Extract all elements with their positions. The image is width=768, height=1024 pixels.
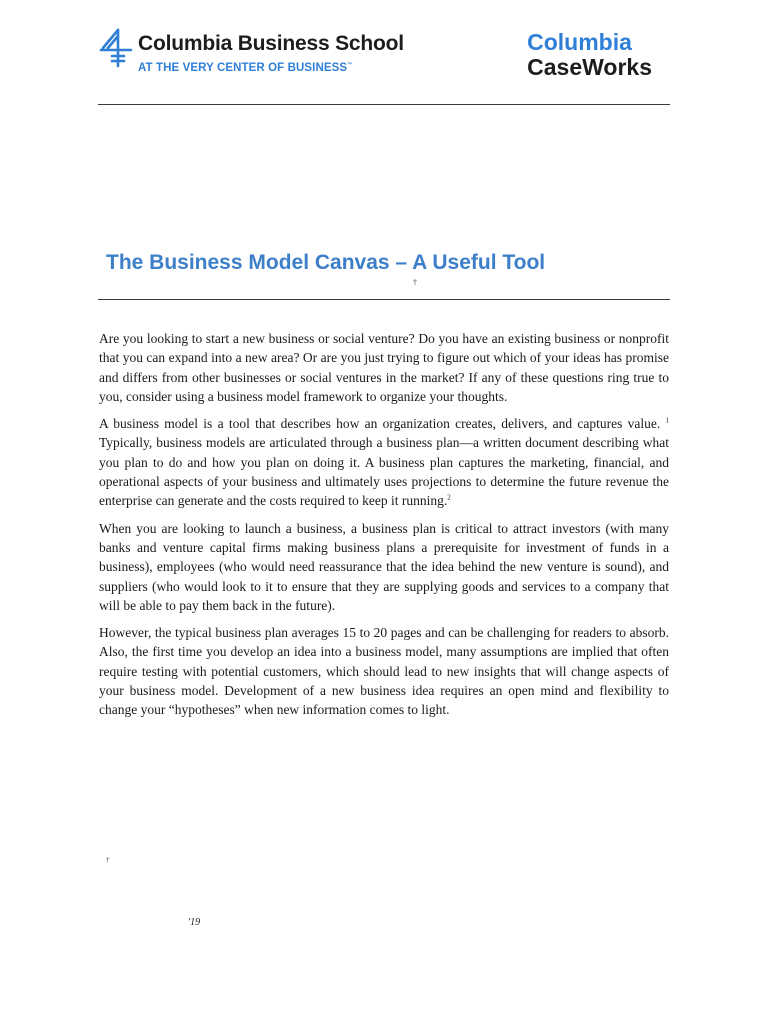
cbs-wordmark: Columbia Business School (138, 32, 404, 55)
paragraph-2-part-a: A business model is a tool that describes how an organization creates, delivers, and captures value. (99, 416, 661, 432)
columbia-caseworks-logo (527, 30, 652, 80)
document-body (99, 329, 669, 728)
title-divider (98, 299, 670, 300)
cbs-tagline-text: AT THE VERY CENTER OF BUSINESS (138, 62, 348, 74)
header-divider (98, 104, 670, 105)
title-footnote-mark: † (413, 278, 417, 287)
cbs-tagline (138, 62, 352, 74)
caseworks-line-caseworks: CaseWorks (527, 54, 652, 80)
trademark-symbol: ™ (347, 62, 353, 68)
page-header (98, 28, 670, 88)
paragraph-4: However, the typical business plan averages 15 to 20 pages and can be challenging for readers to absorb. Also, the first time you develop an idea into a business model, many assumptions are implied that often require testing with potential customers, which should lead to new insights that will change aspects of your business model. Development of a new business idea requires an open mind and flexibility to change your “hypotheses” when new information comes to light. (99, 625, 669, 718)
columbia-business-school-logo (98, 28, 428, 80)
footnote-ref-2: 2 (447, 493, 451, 502)
document-title: The Business Model Canvas – A Useful Tool (106, 251, 546, 274)
paragraph-2-part-b: Typically, business models are articulated through a business plan—a written document describing what you plan to do and how you plan on doing it. A business plan captures the marketing, financial, and operational aspects of your business and ultimately uses projections to determine the future revenue the enterprise can generate and the costs required to keep it running. (99, 435, 669, 509)
paragraph-3: When you are looking to launch a business, a business plan is critical to attract investors (with many banks and venture capital firms making business plans a prerequisite for investment of funds in a business), employees (who would need reassurance that the idea behind the new venture is sound), and suppliers (who would look to it to ensure that they are supplying goods and services to a company that will be able to pay them back in the future). (99, 520, 669, 613)
paragraph-1: Are you looking to start a new business or social venture? Do you have an existing business or nonprofit that you can expand into a new area? Or are you just trying to figure out which of your ideas has promise and differs from other businesses or social ventures in the market? If any of these questions ring true to you, consider using a business model framework to organize your thoughts. (99, 331, 669, 404)
paragraph-2 (99, 414, 669, 510)
columbia-crown-mark-icon (98, 28, 134, 68)
footnote-ref-1: 1 (665, 416, 670, 425)
footer-code: '19 (188, 917, 201, 928)
caseworks-line-columbia: Columbia (527, 29, 632, 55)
footnote-mark: † (106, 856, 110, 864)
